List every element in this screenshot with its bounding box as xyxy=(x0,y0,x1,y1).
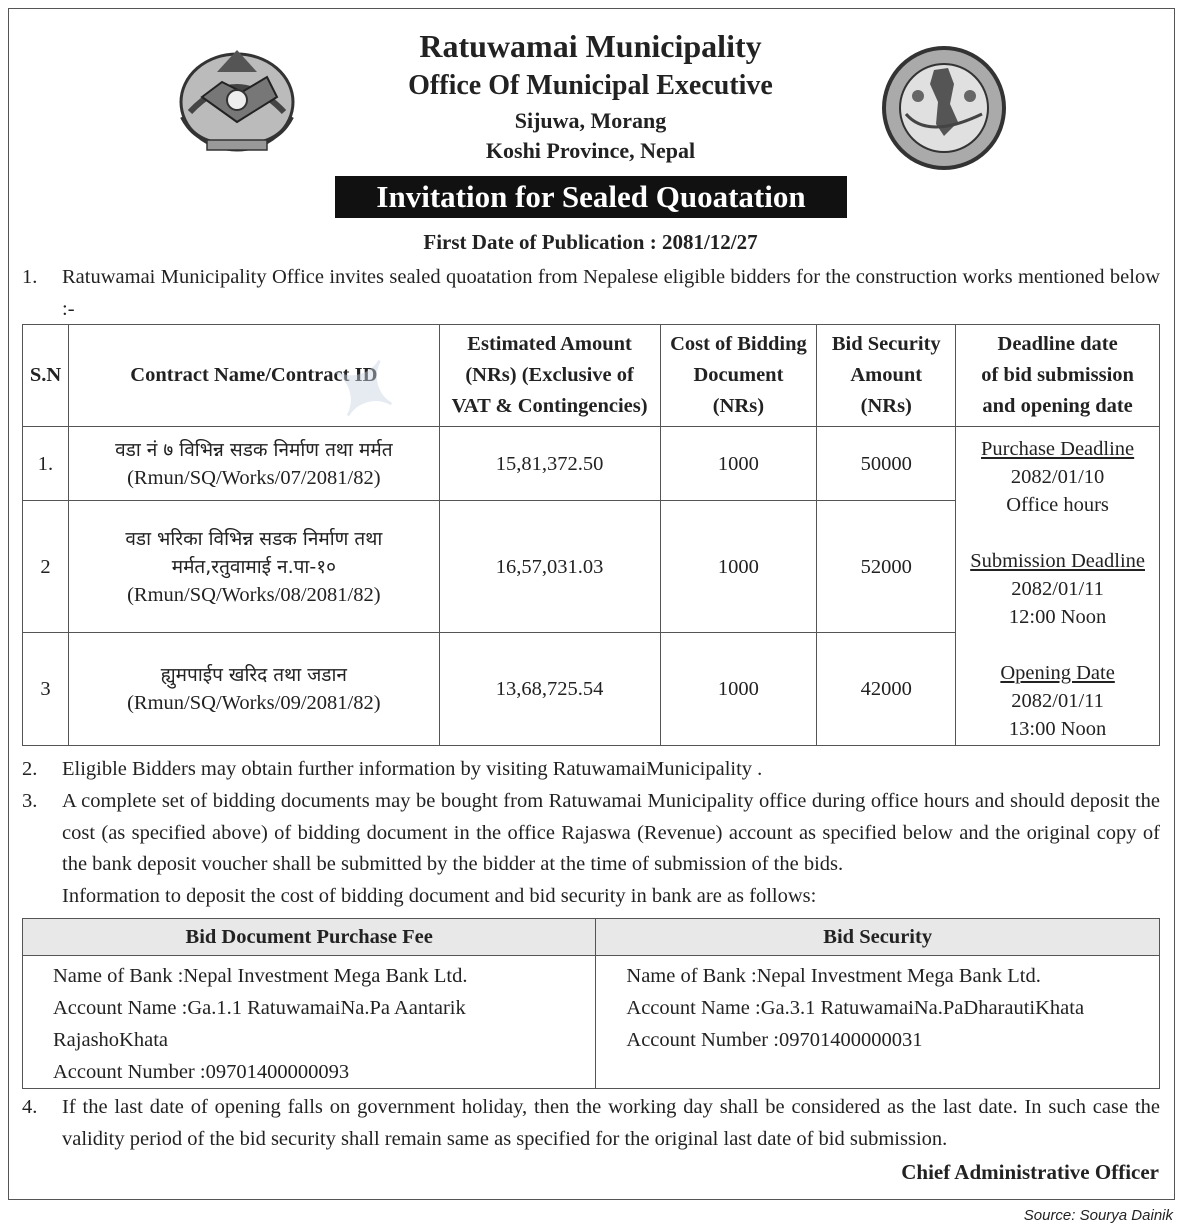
deadline-cell xyxy=(956,427,1160,746)
row-cost: 1000 xyxy=(660,633,817,746)
point-3-number: 3. xyxy=(22,790,38,812)
point-1-number: 1. xyxy=(22,266,38,288)
municipality-name: Ratuwamai Municipality xyxy=(419,28,762,64)
point-4-number: 4. xyxy=(22,1096,38,1118)
point-3-last-line: Information to deposit the cost of bidding document and bid security in bank are as follows: xyxy=(62,885,817,907)
row-sn: 1. xyxy=(23,427,69,501)
opening-time: 13:00 Noon xyxy=(1008,718,1107,740)
bank-fee-details: Name of Bank :Nepal Investment Mega Bank Ltd. Account Name :Ga.1.1 RatuwamaiNa.Pa Aantarik RajashoKhata Account Number :09701400000093 xyxy=(23,956,596,1089)
office-province: Koshi Province, Nepal xyxy=(485,138,696,163)
row-security: 52000 xyxy=(817,501,956,633)
table-header-row xyxy=(23,325,1160,427)
header-cost: Cost of Bidding Document (NRs) xyxy=(660,325,817,427)
row-sn: 3 xyxy=(23,633,69,746)
table-row xyxy=(23,427,1160,501)
row-estimated: 16,57,031.03 xyxy=(439,501,660,633)
header-deadline: Deadline date of bid submission and opening date xyxy=(956,325,1160,427)
header-sn: S.N xyxy=(23,325,69,427)
row-sn: 2 xyxy=(23,501,69,633)
bank-security-details: Name of Bank :Nepal Investment Mega Bank Ltd. Account Name :Ga.3.1 RatuwamaiNa.PaDharautiKhata Account Number :09701400000031 xyxy=(596,956,1160,1089)
point-4-text: If the last date of opening falls on government holiday, then the working day shall be considered as the last date. In such case the validity period of the bid security shall remain same as specified for the original last date of bid submission. xyxy=(62,1096,1160,1150)
row-contract: वडा नं ७ विभिन्न सडक निर्माण तथा मर्मत (Rmun/SQ/Works/07/2081/82) xyxy=(68,427,439,501)
office-name: Office Of Municipal Executive xyxy=(408,70,773,101)
row-security: 50000 xyxy=(817,427,956,501)
row-estimated: 13,68,725.54 xyxy=(439,633,660,746)
opening-date-label: Opening Date xyxy=(1000,662,1115,684)
row-estimated: 15,81,372.50 xyxy=(439,427,660,501)
office-location: Sijuwa, Morang xyxy=(514,108,667,133)
source-credit: Source: Sourya Dainik xyxy=(1023,1207,1173,1224)
signature: Chief Administrative Officer xyxy=(901,1160,1159,1184)
header-estimated: Estimated Amount (NRs) (Exclusive of VAT & Contingencies) xyxy=(439,325,660,427)
purchase-deadline-time: Office hours xyxy=(1006,494,1109,516)
point-2-number: 2. xyxy=(22,758,38,780)
row-contract: ह्युमपाईप खरिद तथा जडान (Rmun/SQ/Works/09/2081/82) xyxy=(68,633,439,746)
publication-date: First Date of Publication : 2081/12/27 xyxy=(423,230,758,254)
header-security: Bid Security Amount (NRs) xyxy=(817,325,956,427)
point-3-text: A complete set of bidding documents may be bought from Ratuwamai Municipality office during office hours and should deposit the cost (as specified above) of bidding document in the office Rajaswa (Revenue) account as specified below and the original copy of the bank deposit voucher shall be submitted by the bidder at the time of submission of the bids. xyxy=(62,790,1160,875)
row-cost: 1000 xyxy=(660,501,817,633)
submission-deadline-time: 12:00 Noon xyxy=(1008,606,1107,628)
submission-deadline-label: Submission Deadline xyxy=(970,550,1145,572)
works-table xyxy=(22,324,1160,746)
submission-deadline-date: 2082/01/11 xyxy=(1011,578,1104,600)
notice-title: Invitation for Sealed Quoatation xyxy=(335,176,847,218)
header-contract: Contract Name/Contract ID xyxy=(68,325,439,427)
bank-security-header: Bid Security xyxy=(596,919,1160,956)
point-1-text: Ratuwamai Municipality Office invites sealed quoatation from Nepalese eligible bidders for the construction works mentioned below :- xyxy=(62,266,1160,320)
bank-fee-header: Bid Document Purchase Fee xyxy=(23,919,596,956)
point-2-text: Eligible Bidders may obtain further information by visiting RatuwamaiMunicipality . xyxy=(62,758,763,780)
opening-date: 2082/01/11 xyxy=(1011,690,1104,712)
bank-details-table xyxy=(22,918,1160,1089)
row-security: 42000 xyxy=(817,633,956,746)
purchase-deadline-date: 2082/01/10 xyxy=(1010,466,1105,488)
row-cost: 1000 xyxy=(660,427,817,501)
watermark: ✦ xyxy=(306,335,424,443)
purchase-deadline-label: Purchase Deadline xyxy=(981,438,1135,460)
row-contract: वडा भरिका विभिन्न सडक निर्माण तथा मर्मत,रतुवामाई न.पा-१० (Rmun/SQ/Works/08/2081/82) xyxy=(68,501,439,633)
